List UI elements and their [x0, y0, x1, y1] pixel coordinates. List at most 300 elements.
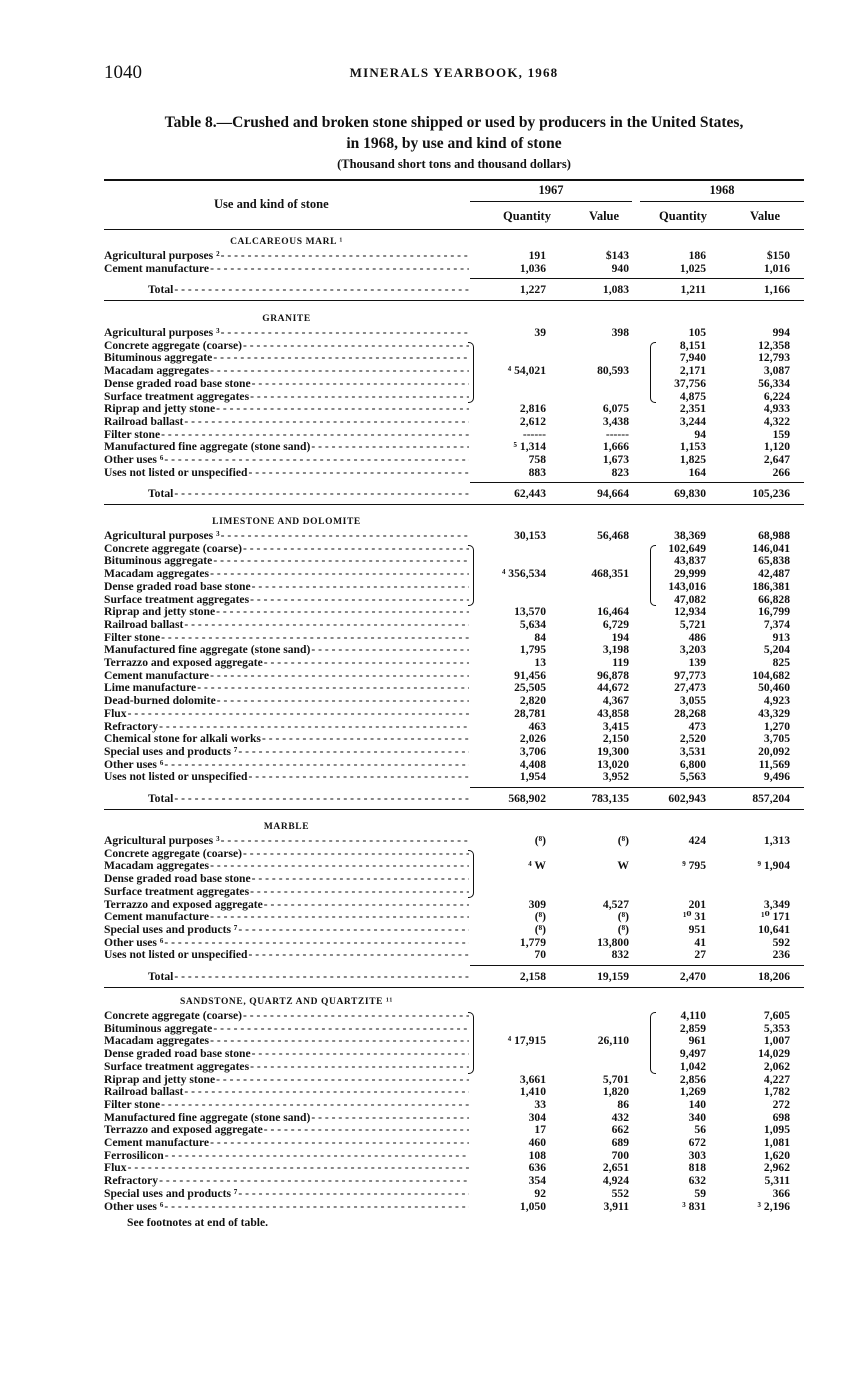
row-label-text: Concrete aggregate (coarse)	[104, 339, 242, 352]
quantity-1967: 84	[534, 630, 546, 644]
row-label-text: Macadam aggregates	[104, 860, 210, 873]
value-1968: 6,224	[763, 389, 790, 403]
quantity-1968: 105	[688, 326, 706, 339]
total-rule-bottom	[104, 300, 804, 301]
table-row	[104, 250, 824, 263]
value-1968: 5,353	[763, 1021, 790, 1035]
table-row	[104, 594, 824, 607]
value-1968: 66,828	[758, 592, 790, 606]
value-1967: 6,729	[602, 617, 629, 631]
section-title: LIMESTONE AND DOLOMITE	[212, 517, 361, 527]
row-label-text: Uses not listed or unspecified	[104, 949, 248, 962]
quantity-1967: 309	[528, 897, 546, 911]
row-label-text: Surface treatment aggregates	[104, 1060, 250, 1073]
row-label	[104, 771, 469, 784]
table-row	[104, 441, 824, 454]
col-quantity-1968: Quantity	[659, 209, 707, 223]
value-1967: 3,438	[602, 414, 629, 428]
quantity-1967: 2,158	[519, 970, 546, 983]
value-1968: 4,933	[763, 402, 790, 416]
value-1967: 4,924	[602, 1174, 629, 1188]
table-row	[104, 835, 824, 848]
table-row	[104, 708, 824, 721]
row-label-text: Macadam aggregates	[104, 568, 210, 581]
quantity-1968: 486	[688, 630, 706, 644]
row-label-text: Manufactured fine aggregate (stone sand)	[104, 441, 311, 454]
table-row	[104, 1175, 824, 1188]
table-row	[104, 454, 824, 467]
col-value-1967: Value	[588, 209, 620, 223]
quantity-1968: 4,110	[680, 1009, 706, 1022]
table-title-line-2: in 1968, by use and kind of stone	[346, 135, 562, 152]
value-1968: 1,313	[763, 834, 790, 847]
quantity-1968: 2,351	[679, 402, 706, 416]
value-1967: 1,820	[602, 1085, 629, 1099]
value-1967: 823	[611, 465, 629, 479]
row-label-text: Flux	[104, 707, 127, 720]
value-1968: 105,236	[752, 487, 790, 501]
table-row	[104, 1112, 824, 1125]
value-1968: 159	[772, 427, 790, 441]
quantity-1968: 5,721	[679, 617, 706, 631]
row-label	[104, 873, 469, 886]
total-row	[104, 793, 824, 806]
row-label	[104, 924, 469, 937]
quantity-1968: 2,520	[679, 732, 706, 746]
aggregate-brace-left	[650, 545, 656, 607]
row-label	[104, 733, 469, 746]
value-1968: 1,081	[763, 1136, 790, 1149]
quantity-1967: 25,505	[514, 681, 546, 695]
row-label	[104, 746, 469, 759]
row-label-text: Railroad ballast	[104, 1086, 184, 1099]
quantity-1967: 2,820	[519, 694, 546, 708]
section-title: CALCAREOUS MARL ¹	[230, 237, 343, 247]
value-1968: 11,569	[758, 757, 790, 771]
year-rule-1967	[470, 201, 632, 202]
quantity-1968: 27,473	[674, 681, 706, 695]
row-label	[104, 1112, 469, 1125]
quantity-1968: 56	[694, 1123, 706, 1137]
quantity-1968: 672	[688, 1136, 706, 1149]
quantity-1968: 43,837	[674, 554, 706, 568]
row-label	[104, 1061, 469, 1074]
row-label	[104, 284, 469, 297]
table-row	[104, 632, 824, 645]
row-label-text: Concrete aggregate (coarse)	[104, 847, 242, 860]
value-1968: 1,270	[763, 719, 790, 733]
row-label	[104, 250, 469, 263]
value-1968: 857,204	[752, 792, 790, 805]
page-header	[104, 62, 804, 84]
row-label-text: Dense graded road base stone	[104, 377, 251, 390]
value-1968: 2,962	[763, 1161, 790, 1175]
quantity-1967: 3,661	[519, 1072, 546, 1086]
quantity-1968: 602,943	[668, 792, 706, 805]
row-label	[104, 1137, 469, 1150]
row-label	[104, 860, 469, 873]
value-1967: 56,468	[597, 529, 629, 542]
table-row	[104, 949, 824, 962]
row-label-text: Manufactured fine aggregate (stone sand)	[104, 644, 311, 657]
quantity-1968: 28,268	[674, 706, 706, 720]
quantity-1967: 1,954	[519, 770, 546, 784]
row-label-text: Total	[148, 284, 174, 297]
value-1968: 2,647	[763, 453, 790, 466]
table-row	[104, 721, 824, 734]
table-row	[104, 911, 824, 924]
quantity-1967: 62,443	[514, 487, 546, 501]
row-label-text: Concrete aggregate (coarse)	[104, 542, 242, 555]
value-1968: 266	[772, 465, 790, 479]
table-subtitle: (Thousand short tons and thousand dollars)	[337, 157, 571, 171]
row-label	[104, 619, 469, 632]
quantity-1967: 5,634	[519, 617, 546, 631]
quantity-1967: 1,227	[519, 283, 546, 297]
total-row	[104, 284, 824, 297]
year-rule-1968	[640, 201, 804, 202]
value-1968: ³ 2,196	[757, 1199, 790, 1213]
row-label	[104, 416, 469, 429]
quantity-1967: 13,570	[514, 605, 546, 619]
total-rule-top	[470, 278, 804, 279]
quantity-1968: ⁹ 795	[682, 859, 706, 873]
value-1967: 468,351	[591, 567, 629, 581]
row-label-text: Other uses ⁶	[104, 454, 164, 466]
row-label	[104, 429, 469, 442]
row-label-text: Lime manufacture	[104, 682, 197, 695]
quantity-1967: ⁵ 1,314	[513, 440, 546, 454]
quantity-1968: 41	[694, 935, 706, 949]
row-label-text: Cement manufacture	[104, 1137, 210, 1149]
value-1967: 94,664	[597, 487, 629, 501]
quantity-1968: 27	[694, 948, 706, 962]
quantity-1967: 463	[528, 719, 546, 733]
value-1968: 65,838	[758, 554, 790, 568]
aggregate-brace-right	[468, 342, 474, 404]
value-1967: 19,159	[597, 970, 629, 983]
value-1967: $143	[605, 249, 629, 262]
quantity-1968: 4,875	[679, 389, 706, 403]
row-label	[104, 391, 469, 404]
row-label	[104, 555, 469, 568]
value-1968: 272	[772, 1097, 790, 1111]
row-label	[104, 644, 469, 657]
row-label	[104, 708, 469, 721]
quantity-1968: 102,649	[668, 541, 706, 555]
value-1967: 3,415	[602, 719, 629, 733]
row-label-text: Riprap and jetty stone	[104, 403, 216, 416]
table-row	[104, 1086, 824, 1099]
row-label-text: Concrete aggregate (coarse)	[104, 1010, 242, 1022]
quantity-1968: 37,756	[674, 376, 706, 390]
quantity-1968: 186	[688, 249, 706, 262]
table-row	[104, 1162, 824, 1175]
quantity-1968: 2,856	[679, 1072, 706, 1086]
row-label	[104, 1188, 469, 1201]
row-label	[104, 721, 469, 734]
table-row	[104, 937, 824, 950]
value-1967: 2,651	[602, 1161, 629, 1175]
section-title: SANDSTONE, QUARTZ AND QUARTZITE ¹¹	[180, 997, 393, 1007]
row-label	[104, 263, 469, 276]
quantity-1968: 94	[694, 427, 706, 441]
table-row	[104, 1023, 824, 1036]
table-row	[104, 1137, 824, 1150]
table-row	[104, 746, 824, 759]
value-1968: 56,334	[758, 376, 790, 390]
row-label-text: Agricultural purposes ³	[104, 327, 220, 339]
row-label	[104, 581, 469, 594]
quantity-1968: 1,211	[680, 283, 706, 297]
value-1967: 4,527	[602, 897, 629, 911]
value-1968: 5,204	[763, 643, 790, 657]
row-label	[104, 441, 469, 454]
row-label	[104, 949, 469, 962]
total-rule-bottom	[104, 504, 804, 505]
row-label-text: Uses not listed or unspecified	[104, 771, 248, 784]
quantity-1967: 304	[528, 1110, 546, 1124]
quantity-1967: 354	[528, 1174, 546, 1188]
quantity-1968: 201	[688, 897, 706, 911]
row-label	[104, 1099, 469, 1112]
row-label	[104, 848, 469, 861]
table-row	[104, 771, 824, 784]
row-label-text: Riprap and jetty stone	[104, 606, 216, 619]
value-1968: 1,007	[763, 1034, 790, 1048]
row-label-text: Other uses ⁶	[104, 1200, 164, 1213]
running-head: MINERALS YEARBOOK, 1968	[349, 65, 559, 80]
value-1967: 6,075	[602, 402, 629, 416]
value-1968: $150	[766, 249, 790, 262]
table-title-line-1: Table 8.—Crushed and broken stone shipped or used by producers in the United States,	[164, 114, 744, 131]
quantity-1967: (⁸)	[534, 910, 546, 924]
value-1968: 43,329	[758, 706, 790, 720]
value-1968: 1,166	[763, 283, 790, 297]
row-label-text: Terrazzo and exposed aggregate	[104, 657, 263, 669]
table-row	[104, 886, 824, 899]
quantity-1967: 2,816	[519, 402, 546, 416]
row-label	[104, 543, 469, 556]
quantity-1968: 164	[688, 465, 706, 479]
value-1967: 783,135	[591, 792, 629, 805]
row-label	[104, 467, 469, 480]
total-rule-bottom	[104, 809, 804, 810]
value-1968: 592	[772, 935, 790, 949]
row-label-text: Other uses ⁶	[104, 936, 164, 949]
table-row	[104, 530, 824, 543]
value-1967: 80,593	[597, 364, 629, 378]
row-label	[104, 1175, 469, 1188]
value-1968: 4,322	[763, 414, 790, 428]
quantity-1967: 92	[534, 1186, 546, 1200]
quantity-1968: 47,082	[674, 592, 706, 606]
row-label	[104, 1035, 469, 1048]
row-label	[104, 632, 469, 645]
row-label	[104, 488, 469, 501]
quantity-1968: 2,470	[679, 970, 706, 983]
quantity-1967: 1,036	[519, 261, 546, 275]
row-label	[104, 1048, 469, 1061]
quantity-1967: 17	[534, 1123, 546, 1137]
row-label	[104, 670, 469, 683]
quantity-1967: ⁴ 356,534	[501, 567, 546, 581]
value-1968: ¹⁰ 171	[761, 910, 790, 924]
row-label	[104, 971, 469, 984]
quantity-1967: 1,050	[519, 1199, 546, 1213]
table-row	[104, 606, 824, 619]
table-row	[104, 644, 824, 657]
value-1968: 994	[772, 326, 790, 339]
quantity-1968: 6,800	[679, 757, 706, 771]
quantity-1968: 97,773	[674, 668, 706, 682]
table-row	[104, 378, 824, 391]
value-1967: (⁸)	[617, 922, 629, 936]
quantity-1968: 1,153	[679, 440, 706, 454]
quantity-1968: 3,203	[679, 643, 706, 657]
quantity-1967: 568,902	[508, 792, 546, 805]
row-label-text: Ferrosilicon	[104, 1149, 164, 1162]
value-1967: 194	[611, 630, 629, 644]
row-label-text: Riprap and jetty stone	[104, 1073, 216, 1086]
total-rule-top	[470, 965, 804, 966]
row-label	[104, 793, 469, 806]
quantity-1968: 12,934	[674, 605, 706, 619]
value-1967: 19,300	[597, 744, 629, 758]
quantity-1967: 191	[528, 249, 546, 262]
quantity-1967: 1,795	[519, 643, 546, 657]
table-row	[104, 555, 824, 568]
total-row	[104, 488, 824, 501]
table-row	[104, 1150, 824, 1163]
page-number: 1040	[104, 62, 142, 83]
row-label-text: Bituminous aggregate	[104, 352, 213, 365]
row-label	[104, 568, 469, 581]
section-title: MARBLE	[263, 822, 310, 832]
row-label-text: Macadam aggregates	[104, 365, 210, 378]
row-label-text: Refractory	[104, 1175, 159, 1188]
row-label-text: Total	[148, 488, 174, 501]
row-label	[104, 759, 469, 772]
row-label-text: Flux	[104, 1162, 127, 1175]
table-row	[104, 391, 824, 404]
row-label-text: Manufactured fine aggregate (stone sand)	[104, 1111, 311, 1124]
table-row	[104, 848, 824, 861]
col-value-1968: Value	[749, 209, 781, 223]
quantity-1967: 30,153	[514, 529, 546, 542]
value-1968: 4,923	[763, 694, 790, 708]
stub-header: Use and kind of stone	[214, 197, 329, 211]
quantity-1968: 3,531	[679, 744, 706, 758]
row-label	[104, 606, 469, 619]
row-label	[104, 1010, 469, 1023]
quantity-1967: ⁴ 17,915	[507, 1034, 546, 1048]
aggregate-brace-right	[468, 1012, 474, 1074]
table-row	[104, 1048, 824, 1061]
table-row	[104, 873, 824, 886]
quantity-1967: 4,408	[519, 757, 546, 771]
value-1968: 5,311	[764, 1174, 790, 1188]
aggregate-brace-left	[650, 1012, 656, 1074]
value-1967: 1,666	[602, 440, 629, 454]
row-label	[104, 340, 469, 353]
row-label-text: Chemical stone for alkali works	[104, 733, 261, 746]
quantity-1967: ------	[522, 427, 546, 441]
table-title	[104, 112, 804, 154]
row-label-text: Agricultural purposes ²	[104, 250, 220, 262]
row-label-text: Cement manufacture	[104, 911, 210, 924]
row-label	[104, 403, 469, 416]
value-1968: 104,682	[752, 668, 790, 682]
quantity-1968: 340	[688, 1110, 706, 1124]
value-1967: 16,464	[597, 605, 629, 619]
table-row	[104, 416, 824, 429]
value-1968: 7,374	[763, 617, 790, 631]
value-1967: 432	[611, 1110, 629, 1124]
row-label	[104, 365, 469, 378]
quantity-1968: ³ 831	[682, 1199, 706, 1213]
row-label-text: Terrazzo and exposed aggregate	[104, 1124, 263, 1137]
value-1968: 18,206	[758, 970, 790, 983]
value-1967: 86	[617, 1097, 629, 1111]
value-1968: 913	[772, 630, 790, 644]
value-1968: 236	[772, 948, 790, 962]
value-1968: 12,793	[758, 351, 790, 365]
value-1967: 1,083	[602, 283, 629, 297]
quantity-1968: 303	[688, 1148, 706, 1162]
row-label	[104, 1162, 469, 1175]
value-1967: 3,198	[602, 643, 629, 657]
quantity-1967: 2,612	[519, 414, 546, 428]
quantity-1968: 2,171	[679, 364, 706, 378]
value-1968: 146,041	[752, 541, 790, 555]
row-label-text: Other uses ⁶	[104, 758, 164, 771]
value-1967: W	[617, 859, 629, 873]
quantity-1967: 883	[528, 465, 546, 479]
total-rule-top	[470, 482, 804, 483]
quantity-1968: 7,940	[679, 351, 706, 365]
row-label	[104, 454, 469, 467]
row-label-text: Macadam aggregates	[104, 1035, 210, 1048]
value-1968: 42,487	[758, 567, 790, 581]
row-label-text: Agricultural purposes ³	[104, 835, 220, 847]
quantity-1967: 108	[528, 1148, 546, 1162]
quantity-1968: 8,151	[679, 338, 706, 352]
row-label	[104, 899, 469, 912]
quantity-1968: 1,025	[679, 261, 706, 275]
value-1967: 940	[611, 261, 629, 275]
value-1968: 50,460	[758, 681, 790, 695]
value-1968: 1,016	[763, 261, 790, 275]
total-rule-top	[470, 787, 804, 788]
table-row	[104, 657, 824, 670]
value-1967: 3,952	[602, 770, 629, 784]
year-header-1968: 1968	[709, 183, 735, 197]
table-row	[104, 695, 824, 708]
quantity-1968: 1,269	[679, 1085, 706, 1099]
value-1967: 700	[611, 1148, 629, 1162]
value-1967: 4,367	[602, 694, 629, 708]
table-row	[104, 682, 824, 695]
quantity-1968: 1,042	[679, 1059, 706, 1073]
table-row	[104, 1201, 824, 1214]
row-label	[104, 1086, 469, 1099]
row-label	[104, 911, 469, 924]
row-label	[104, 1201, 469, 1214]
row-label-text: Bituminous aggregate	[104, 1022, 213, 1035]
row-label-text: Filter stone	[104, 428, 161, 441]
quantity-1968: 140	[688, 1097, 706, 1111]
